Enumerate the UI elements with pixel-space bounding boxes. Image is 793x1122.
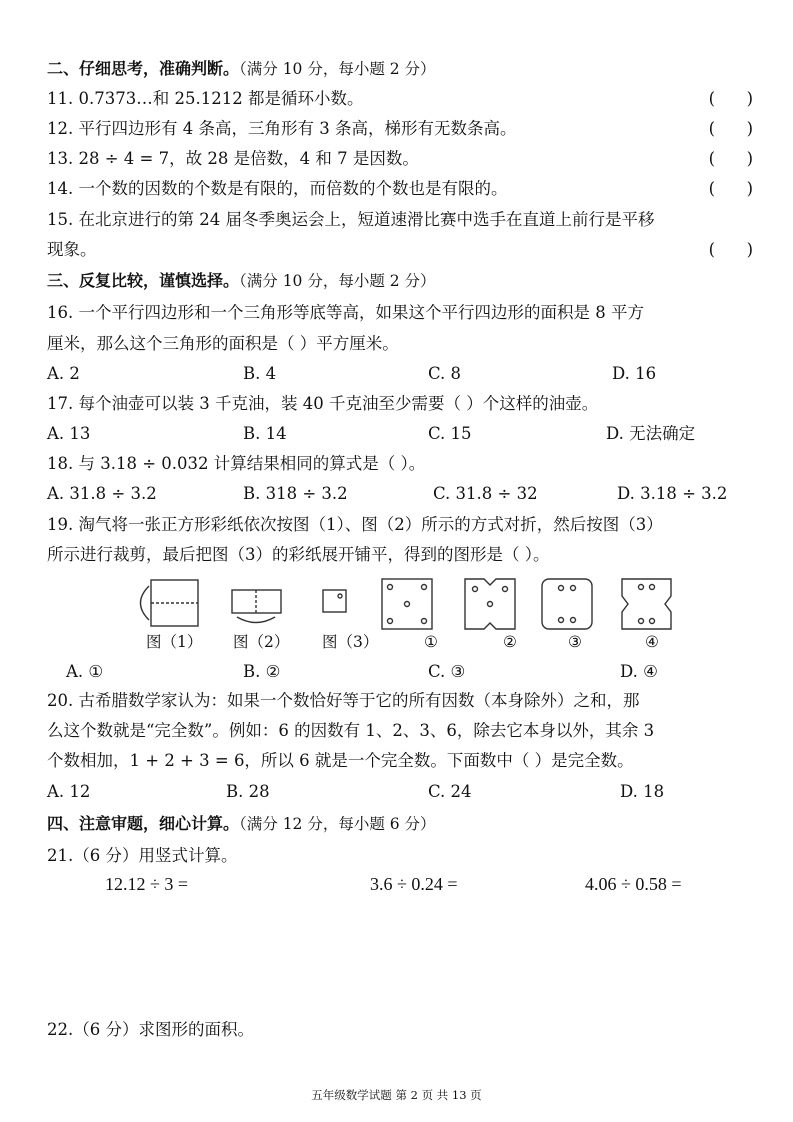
question-18: 18. 与 3.18 ÷ 0.032 计算结果相同的算式是（ ）。	[47, 454, 426, 473]
question-19-line-1: 19. 淘气将一张正方形彩纸依次按图（1）、图（2）所示的方式对折，然后按图（3）	[47, 515, 663, 534]
section-2-score-note: （满分 10 分，每小题 2 分）	[239, 60, 436, 78]
question-22: 22.（6 分）求图形的面积。	[47, 1020, 254, 1039]
question-20-line-2: 么这个数就是“完全数”。例如：6 的因数有 1、2、3、6，除去它本身以外，其余 3	[47, 721, 655, 740]
q17-option-a[interactable]: A. 13	[47, 424, 91, 443]
q20-option-b[interactable]: B. 28	[226, 782, 270, 801]
caption-figure-1: 图（1）	[146, 633, 203, 651]
option-1-shape	[382, 579, 432, 629]
figure-1-fold-square	[141, 580, 199, 626]
question-15-line-1: 15. 在北京进行的第 24 届冬季奥运会上，短道速滑比赛中选手在直道上前行是平移	[47, 210, 655, 229]
option-4-shape	[622, 579, 671, 629]
q17-option-d[interactable]: D. 无法确定	[606, 424, 696, 443]
answer-paren-12[interactable]: ( )	[708, 119, 753, 138]
caption-figure-3: 图（3）	[322, 633, 379, 651]
question-20-line-3: 个数相加，1 + 2 + 3 = 6，所以 6 就是一个完全数。下面数中（ ）是完全数。	[47, 751, 634, 770]
q20-option-a[interactable]: A. 12	[47, 782, 91, 801]
caption-option-2: ②	[503, 633, 517, 651]
figure-3-cut-square	[323, 590, 346, 612]
section-4-score-note: （满分 12 分，每小题 6 分）	[239, 815, 436, 833]
question-16-line-2: 厘米，那么这个三角形的面积是（ ）平方厘米。	[47, 334, 399, 353]
caption-option-3: ③	[568, 633, 582, 651]
q16-option-d[interactable]: D. 16	[612, 364, 657, 383]
q16-option-b[interactable]: B. 4	[243, 364, 277, 383]
q17-option-c[interactable]: C. 15	[428, 424, 472, 443]
q18-option-c[interactable]: C. 31.8 ÷ 32	[433, 484, 538, 503]
q17-option-b[interactable]: B. 14	[243, 424, 287, 443]
figure-2-fold-rectangle	[232, 590, 281, 623]
page-footer: 五年级数学试题 第 2 页 共 13 页	[311, 1088, 482, 1102]
option-2-shape	[465, 579, 515, 629]
q20-option-c[interactable]: C. 24	[428, 782, 472, 801]
q19-option-b[interactable]: B. ②	[243, 662, 281, 681]
section-3-score-note: （满分 10 分，每小题 2 分）	[239, 272, 436, 290]
caption-option-1: ①	[424, 633, 438, 651]
q18-option-a[interactable]: A. 31.8 ÷ 3.2	[47, 484, 157, 503]
q19-option-a[interactable]: A. ①	[66, 662, 104, 681]
calc-item-2: 3.6 ÷ 0.24 =	[370, 874, 458, 894]
section-4-title: 四、注意审题，细心计算。	[47, 814, 240, 833]
option-3-shape	[542, 579, 592, 629]
section-4-heading	[47, 813, 436, 835]
q18-option-b[interactable]: B. 318 ÷ 3.2	[243, 484, 348, 503]
answer-paren-13[interactable]: ( )	[708, 149, 753, 168]
caption-option-4: ④	[645, 633, 659, 651]
question-12: 12. 平行四边形有 4 条高，三角形有 3 条高，梯形有无数条高。	[47, 119, 517, 138]
q19-option-d[interactable]: D. ④	[620, 662, 658, 681]
q16-option-a[interactable]: A. 2	[47, 364, 80, 383]
section-2-title: 二、仔细思考，准确判断。	[47, 59, 240, 78]
question-14: 14. 一个数的因数的个数是有限的，而倍数的个数也是有限的。	[47, 179, 508, 198]
caption-figure-2: 图（2）	[233, 633, 290, 651]
question-17: 17. 每个油壶可以装 3 千克油，装 40 千克油至少需要（ ）个这样的油壶。	[47, 394, 599, 413]
section-3-title: 三、反复比较，谨慎选择。	[47, 271, 240, 290]
answer-paren-15[interactable]: ( )	[708, 240, 753, 259]
q18-option-d[interactable]: D. 3.18 ÷ 3.2	[617, 484, 728, 503]
calc-item-3: 4.06 ÷ 0.58 =	[585, 874, 682, 894]
question-16-line-1: 16. 一个平行四边形和一个三角形等底等高，如果这个平行四边形的面积是 8 平方	[47, 303, 644, 322]
question-21: 21.（6 分）用竖式计算。	[47, 846, 238, 865]
q16-option-c[interactable]: C. 8	[428, 364, 462, 383]
question-20-line-1: 20. 古希腊数学家认为：如果一个数恰好等于它的所有因数（本身除外）之和，那	[47, 691, 640, 710]
question-15-line-2: 现象。	[47, 240, 97, 259]
answer-paren-11[interactable]: ( )	[708, 89, 753, 108]
calc-item-1: 12.12 ÷ 3 =	[105, 874, 189, 894]
q19-option-c[interactable]: C. ③	[428, 662, 466, 681]
answer-paren-14[interactable]: ( )	[708, 179, 753, 198]
question-19-line-2: 所示进行裁剪，最后把图（3）的彩纸展开铺平，得到的图形是（ ）。	[47, 545, 550, 564]
q20-option-d[interactable]: D. 18	[620, 782, 665, 801]
question-13: 13. 28 ÷ 4 = 7，故 28 是倍数，4 和 7 是因数。	[47, 149, 419, 168]
question-11: 11. 0.7373…和 25.1212 都是循环小数。	[47, 89, 364, 108]
